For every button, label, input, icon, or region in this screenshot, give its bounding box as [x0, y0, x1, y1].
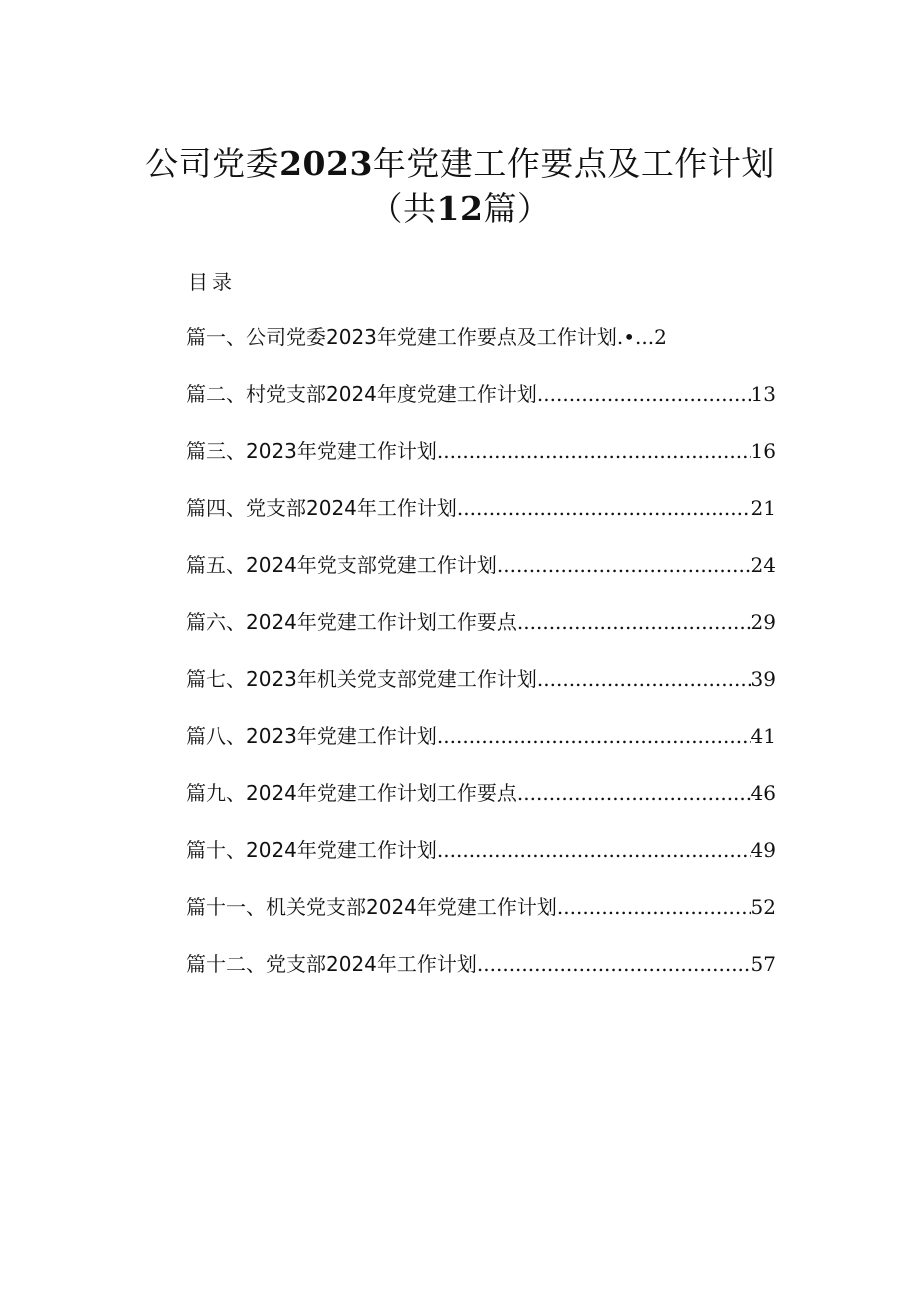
toc-entry-dots [437, 721, 751, 751]
toc-entry-label: 篇十、2024年党建工作计划 [186, 838, 437, 862]
toc-entry[interactable] [186, 550, 776, 607]
document-title-line-1 [0, 142, 920, 186]
toc-entry-dots [437, 835, 751, 865]
toc-entry-dots [517, 778, 751, 808]
toc-entry[interactable] [186, 721, 776, 778]
toc-entry-page: 52 [750, 895, 776, 919]
toc-entry-dots [437, 436, 751, 466]
table-of-contents [186, 322, 776, 1006]
toc-entry[interactable] [186, 949, 776, 1006]
document-title-line-2 [0, 187, 920, 231]
toc-entry-dots [537, 379, 751, 409]
toc-entry[interactable] [186, 322, 776, 379]
toc-entry-label: 篇十二、党支部2024年工作计划 [186, 952, 477, 976]
toc-entry-page: 13 [750, 382, 776, 406]
toc-entry[interactable] [186, 664, 776, 721]
title-suffix: 年党建工作要点及工作计划 [372, 144, 775, 183]
toc-entry-dots [537, 664, 751, 694]
title-prefix: 公司党委 [145, 144, 280, 183]
toc-entry[interactable] [186, 778, 776, 835]
title-count: 12 [436, 189, 484, 228]
toc-entry-leader: .•... [616, 325, 655, 349]
toc-entry-page: 46 [750, 781, 776, 805]
toc-entry-page: 21 [750, 496, 776, 520]
toc-entry-page: 57 [750, 952, 776, 976]
toc-entry-dots [477, 949, 751, 979]
toc-entry-page: 49 [750, 838, 776, 862]
title-count-close: 篇） [483, 189, 551, 228]
toc-entry[interactable] [186, 892, 776, 949]
toc-entry-label: 篇十一、机关党支部2024年党建工作计划 [186, 895, 557, 919]
toc-entry[interactable] [186, 493, 776, 550]
title-count-open: （共 [369, 189, 437, 228]
toc-entry-page: 41 [750, 724, 776, 748]
toc-entry-label: 篇三、2023年党建工作计划 [186, 439, 437, 463]
toc-entry-label: 篇七、2023年机关党支部党建工作计划 [186, 667, 537, 691]
toc-entry[interactable] [186, 835, 776, 892]
toc-entry-dots [457, 493, 751, 523]
toc-entry[interactable] [186, 436, 776, 493]
toc-entry-label: 篇六、2024年党建工作计划工作要点 [186, 610, 517, 634]
toc-entry[interactable] [186, 379, 776, 436]
toc-entry-dots [517, 607, 751, 637]
toc-entry-label: 篇九、2024年党建工作计划工作要点 [186, 781, 517, 805]
toc-entry-page: 16 [750, 439, 776, 463]
toc-entry-label: 篇八、2023年党建工作计划 [186, 724, 437, 748]
toc-entry-page: 24 [750, 553, 776, 577]
toc-entry-dots [557, 892, 751, 922]
toc-entry-label: 篇一、公司党委2023年党建工作要点及工作计划 [186, 325, 617, 349]
toc-heading: 目录 [188, 270, 236, 294]
toc-entry-dots [497, 550, 751, 580]
toc-entry[interactable] [186, 607, 776, 664]
toc-entry-label: 篇五、2024年党支部党建工作计划 [186, 553, 497, 577]
toc-entry-label: 篇二、村党支部2024年度党建工作计划 [186, 382, 537, 406]
toc-entry-page: 39 [750, 667, 776, 691]
toc-entry-page: 2 [654, 325, 667, 349]
toc-entry-label: 篇四、党支部2024年工作计划 [186, 496, 457, 520]
title-year: 2023 [279, 144, 373, 183]
toc-entry-page: 29 [750, 610, 776, 634]
